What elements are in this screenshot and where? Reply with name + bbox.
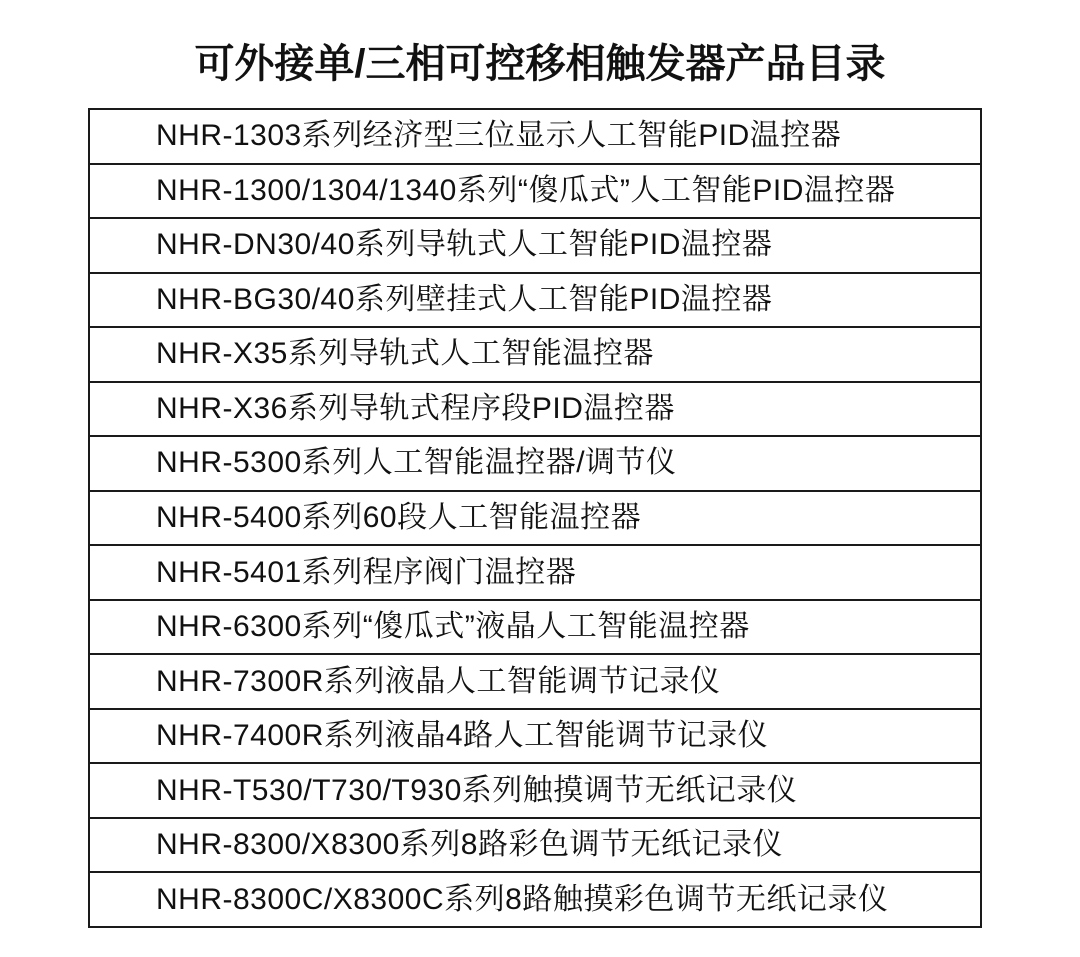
table-row — [90, 383, 980, 438]
table-row — [90, 219, 980, 274]
table-row-label: NHR-7400R系列液晶4路人工智能调节记录仪 — [156, 719, 769, 753]
table-row — [90, 165, 980, 220]
table-row-label: NHR-DN30/40系列导轨式人工智能PID温控器 — [156, 228, 773, 262]
table-row-label: NHR-7300R系列液晶人工智能调节记录仪 — [156, 664, 721, 698]
table-row-label: NHR-8300C/X8300C系列8路触摸彩色调节无纸记录仪 — [156, 882, 889, 916]
table-row-label: NHR-1300/1304/1340系列“傻瓜式”人工智能PID温控器 — [156, 173, 896, 207]
table-row — [90, 492, 980, 547]
table-row-label: NHR-BG30/40系列壁挂式人工智能PID温控器 — [156, 282, 773, 316]
table-row — [90, 710, 980, 765]
table-row — [90, 655, 980, 710]
table-row — [90, 274, 980, 329]
table-row-label: NHR-1303系列经济型三位显示人工智能PID温控器 — [156, 119, 842, 153]
table-row — [90, 873, 980, 926]
product-table — [88, 108, 982, 928]
table-row — [90, 437, 980, 492]
table-row — [90, 819, 980, 874]
table-row-label: NHR-5300系列人工智能温控器/调节仪 — [156, 446, 677, 480]
table-row — [90, 764, 980, 819]
page-title: 可外接单/三相可控移相触发器产品目录 — [194, 42, 886, 86]
table-row-label: NHR-X36系列导轨式程序段PID温控器 — [156, 391, 675, 425]
table-row-label: NHR-6300系列“傻瓜式”液晶人工智能温控器 — [156, 610, 750, 644]
table-row-label: NHR-8300/X8300系列8路彩色调节无纸记录仪 — [156, 828, 783, 862]
table-row — [90, 328, 980, 383]
table-row-label: NHR-5400系列60段人工智能温控器 — [156, 500, 642, 534]
table-row-label: NHR-T530/T730/T930系列触摸调节无纸记录仪 — [156, 773, 798, 807]
table-row-label: NHR-5401系列程序阀门温控器 — [156, 555, 577, 589]
table-row-label: NHR-X35系列导轨式人工智能温控器 — [156, 337, 654, 371]
table-row — [90, 110, 980, 165]
table-row — [90, 546, 980, 601]
table-row — [90, 601, 980, 656]
